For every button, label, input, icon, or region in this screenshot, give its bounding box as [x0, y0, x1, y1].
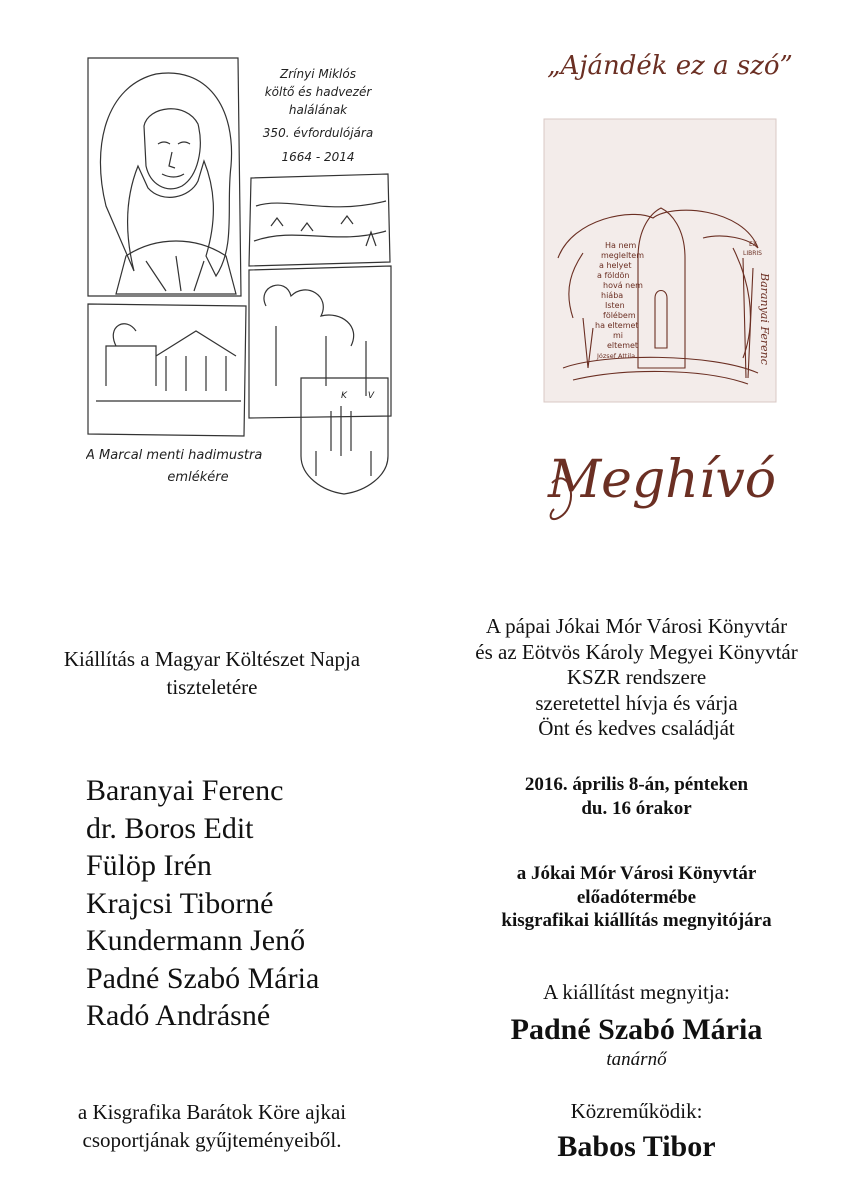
artist-name: Kundermann Jenő	[86, 924, 306, 957]
collection-source	[0, 1098, 424, 1154]
venue-line: a Jókai Mór Városi Könyvtár	[516, 863, 757, 884]
event-time: du. 16 órakor	[581, 798, 692, 819]
inviter-line: Önt és kedves családját	[538, 716, 735, 741]
artist-name: dr. Boros Edit	[86, 811, 254, 845]
collection-line: a Kisgrafika Barátok Köre ajkai	[77, 1100, 347, 1124]
poem-line: Isten	[605, 301, 625, 310]
shield-letter: V	[367, 391, 375, 401]
caption-line: Zrínyi Miklós	[280, 67, 356, 81]
event-date: 2016. április 8-án, pénteken	[524, 774, 749, 795]
dedication-line: tiszteletére	[166, 675, 258, 699]
inviter-block	[424, 614, 849, 742]
poem-line: hiába	[601, 291, 624, 300]
poem-line: hová nem	[603, 281, 643, 290]
gift-word-script-title	[520, 30, 820, 100]
zrinyi-etching-illustration	[86, 56, 396, 496]
exhibition-dedication	[0, 645, 424, 701]
poem-line: a földön	[597, 271, 630, 280]
exlibris-etching	[543, 118, 777, 403]
artist-signature: Baranyai Ferenc	[758, 273, 771, 365]
poem-line: a helyet	[599, 261, 632, 270]
portrait-wig	[100, 73, 231, 276]
collection-line: csoportjának gyűjteményeiből.	[82, 1128, 342, 1152]
mansion-frame	[88, 304, 246, 436]
inviter-line: és az Eötvös Károly Megyei Könyvtár	[475, 639, 798, 664]
venue-line: előadótermébe	[576, 886, 697, 908]
caption-bottom-line: emlékére	[167, 470, 229, 485]
inviter-line: szeretettel hívja és várja	[535, 690, 738, 715]
artist-name: Radó Andrásné	[86, 999, 271, 1032]
performer-label: Közreműködik:	[570, 1099, 703, 1123]
landscape-frame	[249, 174, 390, 266]
event-datetime	[424, 773, 849, 821]
portrait-collar	[116, 241, 236, 294]
poem-line: József Attila	[597, 352, 636, 360]
opener-name: Padné Szabó Mária	[510, 1013, 763, 1046]
caption-line: 350. évfordulójára	[262, 126, 374, 140]
opener-label: A kiállítást megnyitja:	[543, 980, 730, 1004]
invitation-heading-text: Meghívó	[547, 450, 777, 510]
dedication-line: Kiállítás a Magyar Költészet Napja	[63, 647, 361, 671]
artist-list	[86, 772, 416, 1035]
inviter-line: KSZR rendszere	[566, 665, 707, 690]
event-venue	[424, 862, 849, 933]
artist-name: Fülöp Irén	[86, 849, 212, 882]
invitation-script-heading	[540, 425, 780, 545]
poem-line: ha eltemet	[595, 321, 639, 330]
caption-line: halálának	[288, 103, 348, 117]
artist-name: Baranyai Ferenc	[86, 774, 284, 807]
artist-name: Padné Szabó Mária	[86, 961, 320, 995]
inviter-line: A pápai Jókai Mór Városi Könyvtár	[485, 614, 788, 638]
caption-line: költő és hadvezér	[264, 85, 372, 99]
caption-bottom-line: A Marcal menti hadimustra	[86, 448, 263, 463]
opener-title: tanárnő	[606, 1049, 667, 1070]
poem-line: mi	[613, 331, 624, 340]
venue-line: kisgrafikai kiállítás megnyitójára	[501, 910, 772, 931]
performer-name: Babos Tibor	[557, 1130, 716, 1163]
poem-line: Ha nem	[605, 241, 637, 250]
poem-line: megleltem	[601, 251, 645, 260]
bookplate-letter: EX	[749, 241, 757, 248]
portrait-frame	[88, 58, 241, 296]
poem-line: eltemet	[607, 341, 639, 350]
bookplate-letter: LIBRIS	[743, 250, 762, 257]
script-title-text: „Ajándék ez a szó”	[547, 51, 793, 81]
artist-name: Krajcsi Tiborné	[86, 886, 274, 920]
poem-line: fölébem	[603, 311, 636, 320]
caption-line: 1664 - 2014	[281, 150, 355, 164]
shield-letter: K	[341, 391, 347, 401]
